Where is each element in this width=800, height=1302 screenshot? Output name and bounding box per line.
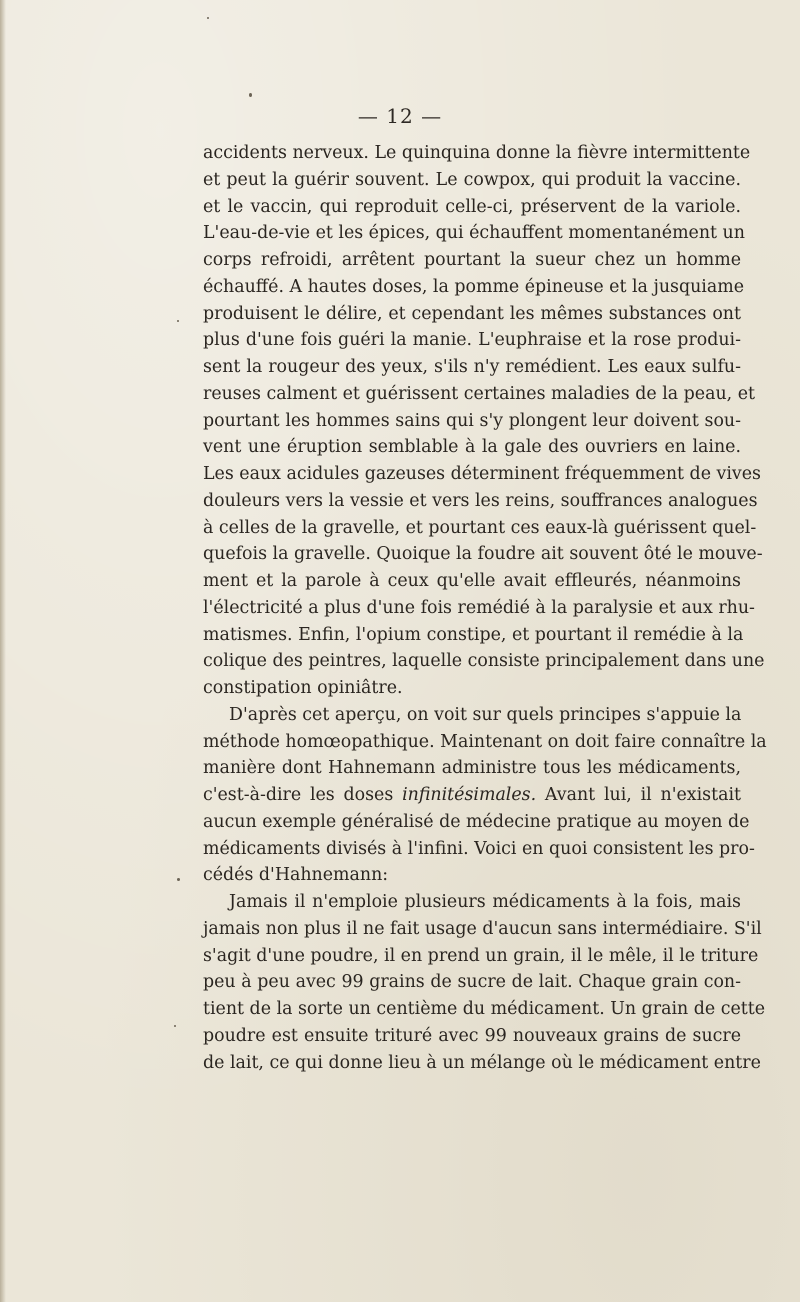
paper-speck xyxy=(249,93,252,97)
text-segment: Avant lui, il n'existait xyxy=(544,785,741,805)
text-line: pourtant les hommes sains qui s'y plongent leur doivent sou- xyxy=(203,410,741,431)
text-line: cédés d'Hahnemann: xyxy=(203,865,389,886)
paper-speck xyxy=(174,1025,176,1027)
text-line: jamais non plus il ne fait usage d'aucun sans intermédiaire. S'il xyxy=(203,918,762,939)
text-line: constipation opiniâtre. xyxy=(203,678,403,698)
text-line: corps refroidi, arrêtent pourtant la sueur chez un homme xyxy=(203,250,741,270)
page-number: — 12 — xyxy=(357,104,443,128)
paper-speck xyxy=(177,320,179,322)
text-line: accidents nerveux. Le quinquina donne la fièvre intermittente xyxy=(203,143,751,163)
text-line: médicaments divisés à l'infini. Voici en quoi consistent les pro- xyxy=(203,838,755,859)
body-text xyxy=(203,140,767,1076)
binding-edge xyxy=(0,0,6,1302)
text-line: douleurs vers la vessie et vers les reins, souffrances analogues xyxy=(203,490,758,511)
paragraph-start-line: D'après cet aperçu, on voit sur quels principes s'appuie la xyxy=(229,704,742,725)
text-line: plus d'une fois guéri la manie. L'euphraise et la rose produi- xyxy=(203,330,741,351)
text-line-mixed xyxy=(203,782,741,809)
text-line: ment et la parole à ceux qu'elle avait effleurés, néanmoins xyxy=(203,571,741,591)
text-line: l'électricité a plus d'une fois remédié à la paralysie et aux rhu- xyxy=(203,597,755,618)
text-line: et le vaccin, qui reproduit celle-ci, préservent de la variole. xyxy=(203,196,741,217)
text-line: méthode homœopathique. Maintenant on doit faire connaître la xyxy=(203,731,767,752)
text-line: vent une éruption semblable à la gale des ouvriers en laine. xyxy=(203,437,741,458)
paper-speck xyxy=(177,878,180,881)
text-line: manière dont Hahnemann administre tous les médicaments, xyxy=(203,758,741,779)
text-line: poudre est ensuite trituré avec 99 nouveaux grains de sucre xyxy=(203,1025,741,1046)
text-line: s'agit d'une poudre, il en prend un grain, il le mêle, il le triture xyxy=(203,945,759,966)
text-line: reuses calment et guérissent certaines maladies de la peau, et xyxy=(203,383,755,404)
text-line: aucun exemple généralisé de médecine pratique au moyen de xyxy=(203,811,750,832)
text-line: échauffé. A hautes doses, la pomme épineuse et la jusquiame xyxy=(203,276,745,297)
paragraph-start-line: Jamais il n'emploie plusieurs médicaments à la fois, mais xyxy=(229,892,741,912)
text-line: de lait, ce qui donne lieu à un mélange où le médicament entre xyxy=(203,1052,761,1073)
paper-speck xyxy=(207,17,209,19)
text-line: peu à peu avec 99 grains de sucre de lait. Chaque grain con- xyxy=(203,972,741,993)
text-line: et peut la guérir souvent. Le cowpox, qui produit la vaccine. xyxy=(203,169,741,190)
text-line: à celles de la gravelle, et pourtant ces eaux-là guérissent quel- xyxy=(203,517,757,538)
text-line: quefois la gravelle. Quoique la foudre ait souvent ôté le mouve- xyxy=(203,544,763,565)
text-line: produisent le délire, et cependant les mêmes substances ont xyxy=(203,303,741,324)
italic-term: infinitésimales. xyxy=(402,785,537,805)
text-line: colique des peintres, laquelle consiste principalement dans une xyxy=(203,651,765,672)
text-line: Les eaux acidules gazeuses déterminent fréquemment de vives xyxy=(203,464,761,484)
text-line: tient de la sorte un centième du médicament. Un grain de cette xyxy=(203,999,766,1019)
text-segment: c'est-à-dire les doses xyxy=(203,785,394,805)
text-line: L'eau-de-vie et les épices, qui échauffent momentanément un xyxy=(203,223,745,244)
text-line: matismes. Enfin, l'opium constipe, et pourtant il remédie à la xyxy=(203,624,744,645)
text-line: sent la rougeur des yeux, s'ils n'y remédient. Les eaux sulfu- xyxy=(203,357,741,377)
